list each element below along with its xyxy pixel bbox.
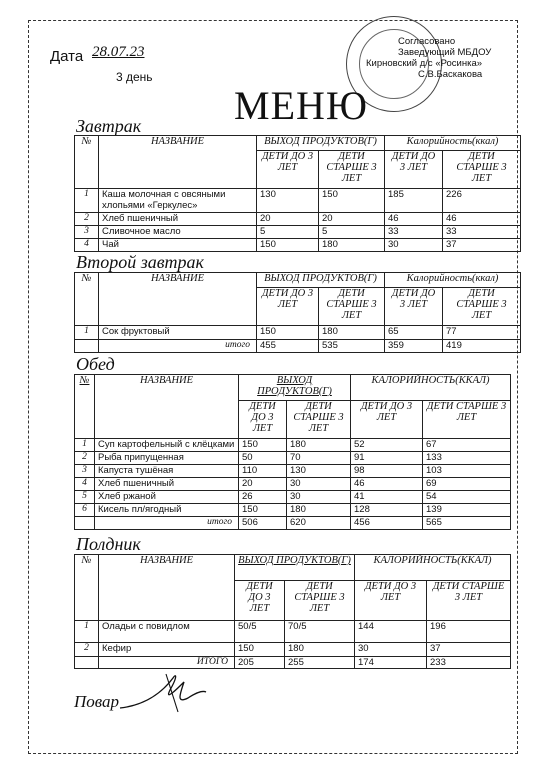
row-no: 1 [75, 439, 95, 452]
row-yield-over3: 180 [287, 439, 351, 452]
row-yield-over3: 20 [319, 213, 385, 226]
row-cal-under3: 65 [385, 326, 443, 340]
table-row [75, 239, 521, 252]
row-yield-over3: 5 [319, 226, 385, 239]
col-name: НАЗВАНИЕ [95, 375, 239, 439]
table-row [75, 504, 511, 517]
approval-line: Кирновский д/с «Росинка» [366, 58, 483, 69]
row-no: 2 [75, 643, 99, 657]
col-yield: ВЫХОД ПРОДУКТОВ(Г) [257, 136, 385, 151]
row-yield-under3: 26 [239, 491, 287, 504]
row-no: 3 [75, 465, 95, 478]
row-yield-under3: 50/5 [235, 621, 285, 643]
table-row [75, 643, 511, 657]
row-name: Кефир [99, 643, 235, 657]
row-cal-under3: 185 [385, 189, 443, 213]
total-cal-under3: 359 [385, 340, 443, 353]
table-row [75, 491, 511, 504]
row-cal-under3: 46 [351, 478, 423, 491]
row-cal-under3: 98 [351, 465, 423, 478]
approval-line: Согласовано [398, 36, 456, 47]
row-cal-over3: 103 [423, 465, 511, 478]
table-row [75, 465, 511, 478]
row-name: Сливочное масло [99, 226, 257, 239]
col-cal: КАЛОРИЙНОСТЬ(ККАЛ) [355, 555, 511, 581]
col-under3: ДЕТИ ДО 3 ЛЕТ [385, 151, 443, 189]
total-row [75, 340, 521, 353]
total-cal-under3: 456 [351, 517, 423, 530]
row-name: Капуста тушёная [95, 465, 239, 478]
col-over3: ДЕТИ СТАРШЕ 3 ЛЕТ [423, 401, 511, 439]
col-over3: ДЕТИ СТАРШЕ 3 ЛЕТ [443, 288, 521, 326]
total-cal-over3: 565 [423, 517, 511, 530]
row-yield-under3: 5 [257, 226, 319, 239]
col-over3: ДЕТИ СТАРШЕ 3 ЛЕТ [287, 401, 351, 439]
table-row [75, 621, 511, 643]
row-name: Сок фруктовый [99, 326, 257, 340]
col-over3: ДЕТИ СТАРШЕ 3 ЛЕТ [319, 288, 385, 326]
table-row [75, 326, 521, 340]
row-no: 1 [75, 621, 99, 643]
row-yield-under3: 50 [239, 452, 287, 465]
total-cal-under3: 174 [355, 657, 427, 669]
page-title: МЕНЮ [234, 83, 368, 128]
approval-block [366, 36, 492, 80]
cook-signature [118, 668, 208, 718]
row-no: 2 [75, 213, 99, 226]
row-cal-over3: 226 [443, 189, 521, 213]
section-title-breakfast: Завтрак [76, 116, 142, 136]
col-yield: ВЫХОД ПРОДУКТОВ(Г) [257, 273, 385, 288]
row-cal-under3: 91 [351, 452, 423, 465]
col-no: № [75, 136, 99, 189]
row-yield-under3: 150 [257, 326, 319, 340]
total-cal-over3: 233 [427, 657, 511, 669]
row-cal-over3: 196 [427, 621, 511, 643]
row-no: 4 [75, 478, 95, 491]
col-over3: ДЕТИ СТАРШЕ 3 ЛЕТ [319, 151, 385, 189]
row-no: 6 [75, 504, 95, 517]
row-cal-under3: 30 [385, 239, 443, 252]
row-name: Оладьи с повидлом [99, 621, 235, 643]
col-under3: ДЕТИ ДО 3 ЛЕТ [257, 288, 319, 326]
total-yield-under3: 506 [239, 517, 287, 530]
total-label: итого [99, 340, 257, 353]
row-yield-over3: 30 [287, 491, 351, 504]
row-cal-under3: 128 [351, 504, 423, 517]
row-name: Хлеб пшеничный [95, 478, 239, 491]
approval-line: Заведующий МБДОУ [398, 47, 492, 58]
table-row [75, 478, 511, 491]
col-under3: ДЕТИ ДО 3 ЛЕТ [385, 288, 443, 326]
row-yield-under3: 150 [235, 643, 285, 657]
row-yield-under3: 150 [239, 504, 287, 517]
row-cal-under3: 33 [385, 226, 443, 239]
row-cal-over3: 54 [423, 491, 511, 504]
total-yield-over3: 620 [287, 517, 351, 530]
row-cal-over3: 133 [423, 452, 511, 465]
col-over3: ДЕТИ СТАРШЕ 3 ЛЕТ [285, 581, 355, 621]
row-cal-over3: 67 [423, 439, 511, 452]
row-cal-over3: 69 [423, 478, 511, 491]
row-no: 1 [75, 189, 99, 213]
col-no: № [75, 555, 99, 621]
row-yield-over3: 180 [285, 643, 355, 657]
col-under3: ДЕТИ ДО 3 ЛЕТ [235, 581, 285, 621]
total-cal-over3: 419 [443, 340, 521, 353]
col-cal: Калорийность(ккал) [385, 273, 521, 288]
table-row [75, 189, 521, 213]
row-no: 4 [75, 239, 99, 252]
row-cal-under3: 144 [355, 621, 427, 643]
col-under3: ДЕТИ ДО 3 ЛЕТ [355, 581, 427, 621]
row-yield-over3: 70 [287, 452, 351, 465]
table-row [75, 213, 521, 226]
total-label: ИТОГО [99, 657, 235, 669]
table-row [75, 439, 511, 452]
col-cal: Калорийность(ккал) [385, 136, 521, 151]
col-no: № [75, 375, 95, 439]
row-yield-under3: 20 [239, 478, 287, 491]
section-title-lunch: Обед [76, 354, 115, 374]
row-yield-over3: 180 [319, 239, 385, 252]
col-under3: ДЕТИ ДО 3 ЛЕТ [257, 151, 319, 189]
total-yield-under3: 205 [235, 657, 285, 669]
day-label: 3 день [116, 70, 153, 84]
col-yield: ВЫХОД ПРОДУКТОВ(Г) [235, 555, 355, 581]
col-under3: ДЕТИ ДО 3 ЛЕТ [351, 401, 423, 439]
cook-label: Повар [74, 692, 120, 711]
total-yield-over3: 535 [319, 340, 385, 353]
row-yield-under3: 130 [257, 189, 319, 213]
total-row [75, 657, 511, 669]
row-name: Рыба припущенная [95, 452, 239, 465]
col-under3: ДЕТИ ДО 3 ЛЕТ [239, 401, 287, 439]
col-no: № [75, 273, 99, 326]
row-name: Чай [99, 239, 257, 252]
row-name: Хлеб пшеничный [99, 213, 257, 226]
row-yield-over3: 150 [319, 189, 385, 213]
row-yield-over3: 30 [287, 478, 351, 491]
section-title-snack: Полдник [76, 534, 141, 554]
row-yield-over3: 180 [287, 504, 351, 517]
row-cal-over3: 33 [443, 226, 521, 239]
row-yield-under3: 110 [239, 465, 287, 478]
total-yield-over3: 255 [285, 657, 355, 669]
row-name: Суп картофельный с клёцками [95, 439, 239, 452]
table-row [75, 452, 511, 465]
row-no: 1 [75, 326, 99, 340]
date-label: Дата [50, 48, 84, 65]
col-over3: ДЕТИ СТАРШЕ 3 ЛЕТ [427, 581, 511, 621]
approval-line: С.В.Баскакова [418, 69, 483, 80]
table-row [75, 226, 521, 239]
row-name: Кисель пл/ягодный [95, 504, 239, 517]
total-row [75, 517, 511, 530]
row-cal-under3: 41 [351, 491, 423, 504]
lunch-table [74, 374, 511, 530]
row-no: 5 [75, 491, 95, 504]
row-yield-under3: 20 [257, 213, 319, 226]
row-name: Каша молочная с овсяными хлопьями «Геркулес» [99, 189, 257, 213]
col-name: НАЗВАНИЕ [99, 555, 235, 621]
col-name: НАЗВАНИЕ [99, 273, 257, 326]
total-label: итого [95, 517, 239, 530]
col-name: НАЗВАНИЕ [99, 136, 257, 189]
row-yield-over3: 130 [287, 465, 351, 478]
row-cal-over3: 139 [423, 504, 511, 517]
row-no: 2 [75, 452, 95, 465]
row-yield-over3: 70/5 [285, 621, 355, 643]
row-cal-over3: 46 [443, 213, 521, 226]
row-cal-under3: 46 [385, 213, 443, 226]
row-yield-under3: 150 [257, 239, 319, 252]
row-no: 3 [75, 226, 99, 239]
col-over3: ДЕТИ СТАРШЕ 3 ЛЕТ [443, 151, 521, 189]
snack-table [74, 554, 511, 669]
date-value: 28.07.23 [92, 44, 145, 60]
row-cal-under3: 30 [355, 643, 427, 657]
row-cal-under3: 52 [351, 439, 423, 452]
row-cal-over3: 77 [443, 326, 521, 340]
row-yield-under3: 150 [239, 439, 287, 452]
section-title-second-breakfast: Второй завтрак [76, 252, 204, 272]
col-cal: КАЛОРИЙНОСТЬ(ККАЛ) [351, 375, 511, 401]
col-yield: ВЫХОД ПРОДУКТОВ(Г) [239, 375, 351, 401]
total-yield-under3: 455 [257, 340, 319, 353]
row-cal-over3: 37 [427, 643, 511, 657]
second-breakfast-table [74, 272, 521, 353]
row-yield-over3: 180 [319, 326, 385, 340]
row-cal-over3: 37 [443, 239, 521, 252]
breakfast-table [74, 135, 521, 252]
row-name: Хлеб ржаной [95, 491, 239, 504]
